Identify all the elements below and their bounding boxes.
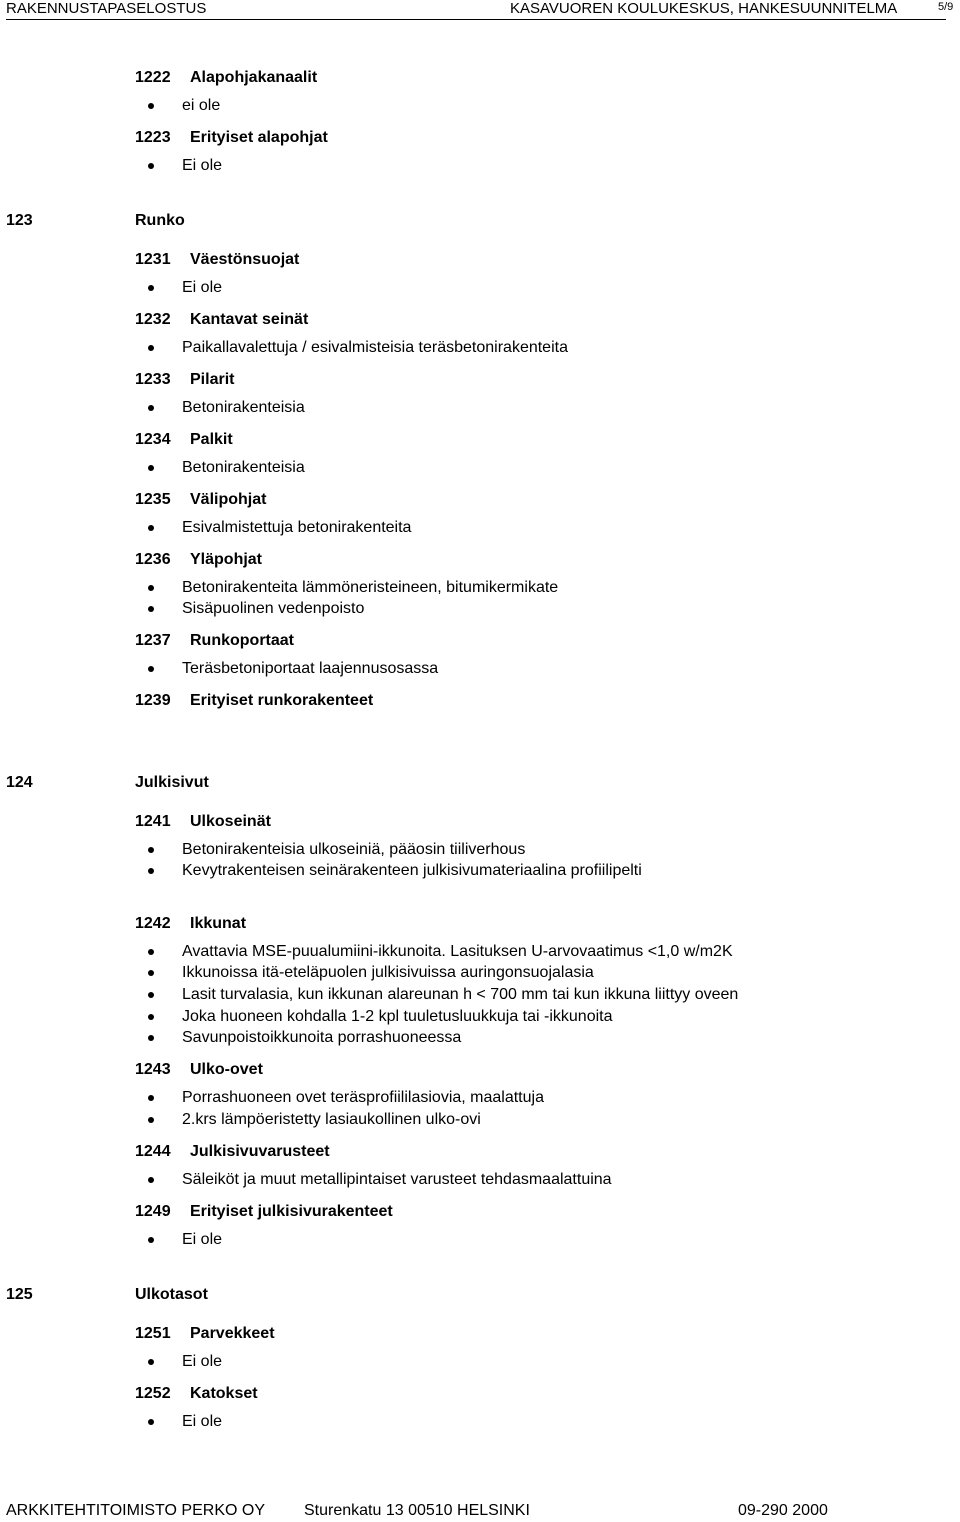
list-item-text: Lasit turvalasia, kun ikkunan alareunan h < 700 mm tai kun ikkuna liittyy oveen [182, 986, 739, 1003]
subsection-heading [135, 691, 373, 711]
list-item-text: Betonirakenteisia [182, 459, 305, 476]
list-item [182, 1007, 613, 1027]
subsection-heading [135, 1142, 330, 1162]
bullet-icon [148, 103, 154, 109]
bullet-icon [148, 163, 154, 169]
heading-title: Ulkoseinät [190, 813, 271, 830]
list-item-text: Esivalmistettuja betonirakenteita [182, 519, 412, 536]
footer-address: Sturenkatu 13 00510 HELSINKI [304, 1502, 530, 1519]
list-item-text: Ei ole [182, 1413, 223, 1430]
list-item [182, 659, 438, 679]
list-item [182, 963, 594, 983]
heading-title: Parvekkeet [190, 1325, 275, 1342]
subsection-heading [135, 550, 262, 570]
heading-number: 1241 [135, 813, 171, 830]
header-divider [6, 19, 946, 20]
heading-title: Julkisivuvarusteet [190, 1143, 330, 1160]
subsection-heading [135, 1060, 263, 1080]
heading-number: 123 [6, 212, 33, 229]
list-item [182, 278, 222, 298]
list-item-text: 2.krs lämpöeristetty lasiaukollinen ulko-ovi [182, 1111, 481, 1128]
subsection-heading [135, 812, 271, 832]
subsection-heading [135, 250, 299, 270]
bullet-icon [148, 405, 154, 411]
list-item-text: Betonirakenteita lämmöneristeineen, bitumikermikate [182, 579, 559, 596]
heading-number: 1252 [135, 1385, 171, 1402]
heading-number: 1244 [135, 1143, 171, 1160]
list-item [182, 599, 364, 619]
list-item-text: Betonirakenteisia [182, 399, 305, 416]
heading-number: 1251 [135, 1325, 171, 1342]
list-item [182, 338, 568, 358]
bullet-icon [148, 1095, 154, 1101]
bullet-icon [148, 1014, 154, 1020]
heading-title: Erityiset alapohjat [190, 129, 328, 146]
heading-number: 1237 [135, 632, 171, 649]
heading-number: 1233 [135, 371, 171, 388]
subsection-heading [135, 430, 233, 450]
bullet-icon [148, 1177, 154, 1183]
subsection-heading [135, 68, 317, 88]
list-item [182, 156, 222, 176]
heading-title: Runko [135, 212, 185, 229]
page-number: 5/9 [938, 1, 954, 13]
list-item-text: Kevytrakenteisen seinärakenteen julkisivumateriaalina profiilipelti [182, 862, 642, 879]
bullet-icon [148, 285, 154, 291]
heading-number: 1235 [135, 491, 171, 508]
list-item [182, 840, 525, 860]
heading-title: Pilarit [190, 371, 235, 388]
bullet-icon [148, 666, 154, 672]
list-item-text: ei ole [182, 97, 221, 114]
heading-title: Ikkunat [190, 915, 247, 932]
list-item [182, 1028, 461, 1048]
list-item-text: Paikallavalettuja / esivalmisteisia teräsbetonirakenteita [182, 339, 568, 356]
subsection-heading [135, 631, 294, 651]
list-item-text: Porrashuoneen ovet teräsprofiililasiovia, maalattuja [182, 1089, 544, 1106]
heading-title: Väestönsuojat [190, 251, 300, 268]
heading-number: 1249 [135, 1203, 171, 1220]
bullet-icon [148, 1117, 154, 1123]
heading-title: Palkit [190, 431, 233, 448]
list-item [182, 1230, 222, 1250]
heading-number: 124 [6, 774, 33, 791]
bullet-icon [148, 345, 154, 351]
list-item-text: Säleiköt ja muut metallipintaiset varusteet tehdasmaalattuina [182, 1171, 612, 1188]
list-item [182, 1352, 222, 1372]
heading-number: 1222 [135, 69, 171, 86]
subsection-heading [135, 490, 266, 510]
section-heading [6, 773, 209, 793]
list-item-text: Ei ole [182, 1231, 223, 1248]
list-item [182, 458, 305, 478]
subsection-heading [135, 1324, 275, 1344]
heading-title: Välipohjat [190, 491, 267, 508]
heading-title: Alapohjakanaalit [190, 69, 318, 86]
list-item [182, 578, 558, 598]
list-item-text: Teräsbetoniportaat laajennusosassa [182, 660, 439, 677]
section-heading [6, 1285, 208, 1305]
heading-title: Erityiset runkorakenteet [190, 692, 374, 709]
heading-title: Erityiset julkisivurakenteet [190, 1203, 393, 1220]
bullet-icon [148, 1359, 154, 1365]
heading-number: 1243 [135, 1061, 171, 1078]
list-item-text: Ei ole [182, 157, 223, 174]
list-item [182, 1110, 481, 1130]
list-item-text: Ikkunoissa itä-eteläpuolen julkisivuissa auringonsuojalasia [182, 964, 594, 981]
heading-title: Katokset [190, 1385, 258, 1402]
subsection-heading [135, 310, 308, 330]
heading-number: 1231 [135, 251, 171, 268]
heading-title: Kantavat seinät [190, 311, 309, 328]
bullet-icon [148, 1035, 154, 1041]
bullet-icon [148, 868, 154, 874]
heading-title: Ulko-ovet [190, 1061, 263, 1078]
bullet-icon [148, 465, 154, 471]
subsection-heading [135, 1202, 393, 1222]
list-item [182, 398, 305, 418]
bullet-icon [148, 970, 154, 976]
bullet-icon [148, 1237, 154, 1243]
list-item [182, 861, 642, 881]
page-header [0, 0, 960, 19]
subsection-heading [135, 370, 234, 390]
bullet-icon [148, 525, 154, 531]
section-heading [6, 211, 185, 231]
list-item-text: Joka huoneen kohdalla 1-2 kpl tuuletusluukkuja tai -ikkunoita [182, 1008, 613, 1025]
heading-number: 1239 [135, 692, 171, 709]
footer-company: ARKKITEHTITOIMISTO PERKO OY [6, 1502, 266, 1519]
heading-number: 1232 [135, 311, 171, 328]
bullet-icon [148, 949, 154, 955]
subsection-heading [135, 1384, 258, 1404]
list-item-text: Ei ole [182, 1353, 223, 1370]
list-item-text: Savunpoistoikkunoita porrashuoneessa [182, 1029, 462, 1046]
bullet-icon [148, 1419, 154, 1425]
bullet-icon [148, 585, 154, 591]
list-item-text: Ei ole [182, 279, 223, 296]
heading-number: 1242 [135, 915, 171, 932]
heading-number: 125 [6, 1286, 33, 1303]
heading-title: Yläpohjat [190, 551, 263, 568]
footer-phone: 09-290 2000 [738, 1502, 828, 1519]
bullet-icon [148, 992, 154, 998]
list-item [182, 1412, 222, 1432]
list-item-text: Avattavia MSE-puualumiini-ikkunoita. Lasituksen U-arvovaatimus <1,0 w/m2K [182, 943, 733, 960]
heading-number: 1223 [135, 129, 171, 146]
heading-title: Ulkotasot [135, 1286, 208, 1303]
heading-title: Julkisivut [135, 774, 209, 791]
list-item-text: Betonirakenteisia ulkoseiniä, pääosin tiiliverhous [182, 841, 526, 858]
list-item [182, 1170, 612, 1190]
project-title: KASAVUOREN KOULUKESKUS, HANKESUUNNITELMA [510, 0, 898, 17]
bullet-icon [148, 606, 154, 612]
list-item [182, 96, 220, 116]
subsection-heading [135, 128, 328, 148]
heading-number: 1236 [135, 551, 171, 568]
list-item [182, 518, 411, 538]
list-item [182, 942, 733, 962]
bullet-icon [148, 847, 154, 853]
heading-title: Runkoportaat [190, 632, 294, 649]
list-item-text: Sisäpuolinen vedenpoisto [182, 600, 365, 617]
list-item [182, 985, 738, 1005]
heading-number: 1234 [135, 431, 171, 448]
list-item [182, 1088, 544, 1108]
document-title: RAKENNUSTAPASELOSTUS [6, 0, 207, 17]
subsection-heading [135, 914, 246, 934]
